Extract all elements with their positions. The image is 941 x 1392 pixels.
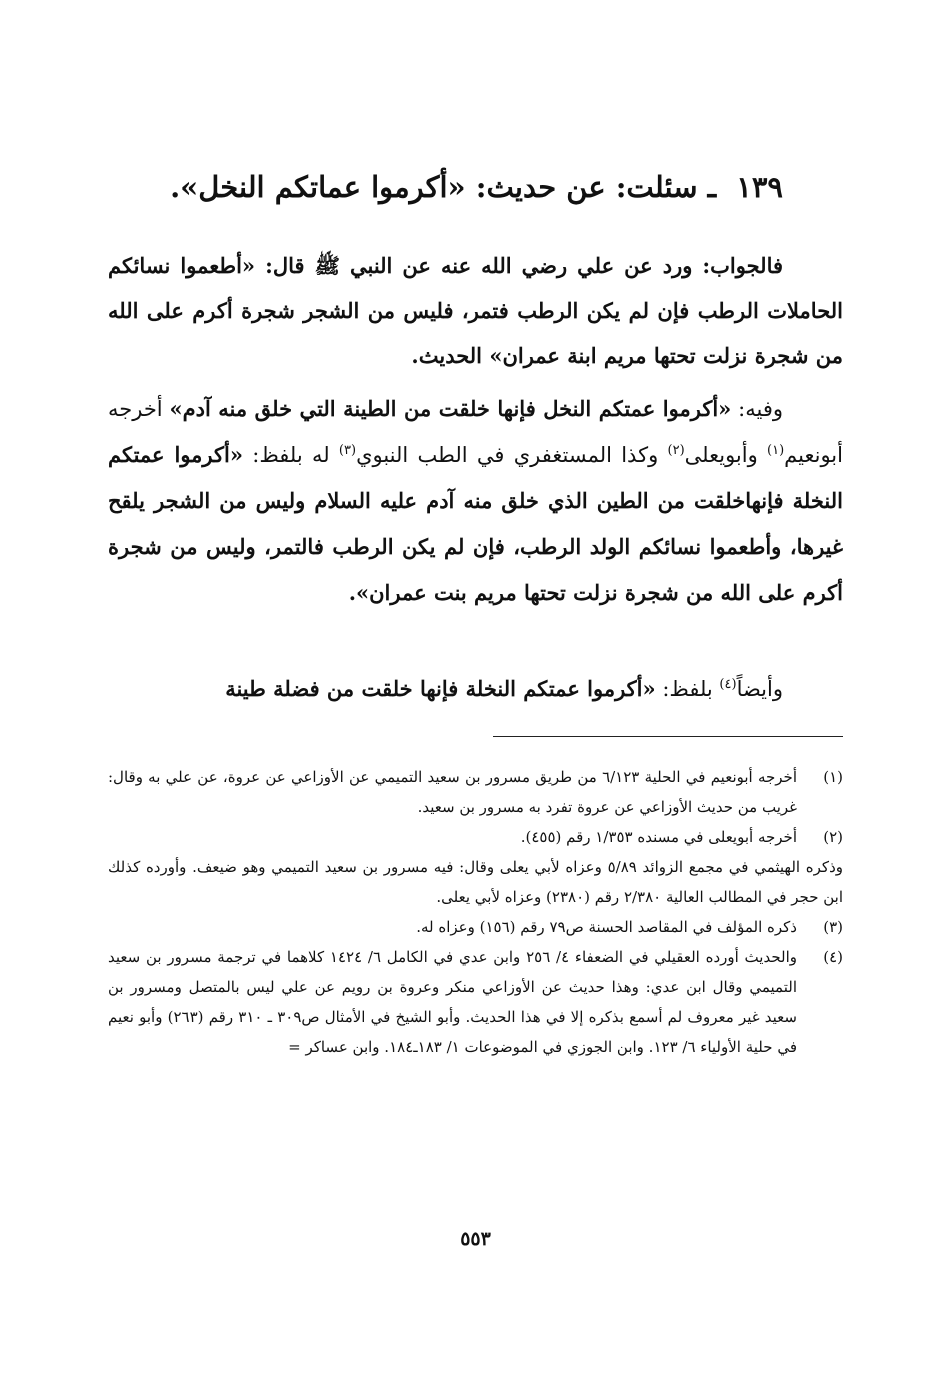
footnote-ref-4[interactable]: (٤) xyxy=(719,677,737,692)
p2-text-d: وأبويعلى xyxy=(684,443,768,467)
answer-text: ورد عن علي رضي الله عنه عن النبي ﷺ قال: «أطعموا نسائكم الحاملات الرطب فإن لم يكن الرطب فتمر، فليس من الشجر شجرة أكرم على الله من شجرة نزلت تحتها مريم ابنة عمران» الحديث. xyxy=(108,253,843,368)
footnote-ref-2[interactable]: (٢) xyxy=(667,443,685,458)
footnote-2 xyxy=(108,822,843,852)
p3-text-b: بلفظ: xyxy=(655,677,720,701)
footnote-4 xyxy=(108,942,843,1062)
footnote-text: أخرجه أبويعلى في مسنده ١/٣٥٣ رقم (٤٥٥). xyxy=(520,828,797,846)
p2-quote-2: «أكرموا عمتكم النخلة فإنهاخلقت من الطين الذي خلق منه آدم عليه السلام وليس من الشجر يلقح غيرها، وأطعموا نسائكم الولد الرطب، فإن لم يكن الرطب فالتمر، وليس من شجرة أكرم على الله من شجرة نزلت تحتها مريم بنت عمران». xyxy=(108,442,843,605)
paragraph-3 xyxy=(108,666,843,712)
p2-text-e: وكذا المستغفري في الطب النبوي xyxy=(356,443,668,467)
question-heading xyxy=(168,170,783,204)
footnote-2-continuation: وذكره الهيثمي في مجمع الزوائد ٥/٨٩ وعزاه لأبي يعلى وقال: فيه مسرور بن سعيد التميمي وهو ضيعف. وأورده كذلك ابن حجر في المطالب العالية ٢/٣٨٠ رقم (٢٣٨٠) وعزاه لأبي يعلى. xyxy=(108,858,843,906)
footnote-1 xyxy=(108,762,843,822)
p2-text-f: له بلفظ: xyxy=(242,443,339,467)
footnote-number: (٤) xyxy=(823,948,843,966)
footnote-number: (٣) xyxy=(823,918,843,936)
answer-label: فالجواب: xyxy=(702,253,784,278)
paragraph-2 xyxy=(108,386,843,616)
book-page xyxy=(108,0,843,1392)
footnote-text: ذكره المؤلف في المقاصد الحسنة ص٧٩ رقم (١٥٦) وعزاه له. xyxy=(416,918,797,936)
p2-intro: وفيه: xyxy=(731,397,783,421)
footnote-ref-3[interactable]: (٣) xyxy=(338,443,357,458)
footnotes xyxy=(108,762,843,1062)
p2-quote-1: «أكرموا عمتكم النخل فإنها خلقت من الطينة التي خلق منه آدم» xyxy=(169,396,732,421)
p2-text-c: أخرجه أبونعيم xyxy=(108,397,843,467)
p3-text-a: وأيضاً xyxy=(736,677,783,701)
page-number: ٥٥٣ xyxy=(460,1228,491,1250)
question-text: ـ سئلت: عن حديث: «أكرموا عماتكم النخل». xyxy=(170,170,717,204)
p3-quote: «أكرموا عمتكم النخلة فإنها خلقت من فضلة طينة xyxy=(225,676,656,701)
footnote-number: (١) xyxy=(823,768,843,786)
footnote-text: أخرجه أبونعيم في الحلية ٦/١٢٣ من طريق مسرور بن سعيد التميمي عن الأوزاعي عن عروة، عن علي به وقال: غريب من حديث الأوزاعي عن عروة تفرد به مسرور بن سعيد. xyxy=(108,768,797,816)
question-number: ١٣٩ xyxy=(736,170,783,204)
footnote-number: (٢) xyxy=(823,828,843,846)
footnote-ref-1[interactable]: (١) xyxy=(767,443,785,458)
footnote-3 xyxy=(108,912,843,942)
footnote-text: والحديث أورده العقيلي في الضعفاء ٤/ ٢٥٦ وابن عدي في الكامل ٦/ ١٤٢٤ كلاهما في ترجمة مسرور بن سعيد التميمي وقال ابن عدي: وهذا حديث عن الأوزاعي منكر وعروة بن رويم عن علي ليس بالمتصل ومسرور بن سعيد غير معروف لم أسمع بذكره إلا في هذا الحديث. وأبو الشيخ في الأمثال ص٣٠٩ ـ ٣١٠ رقم (٢٦٣) وأبو نعيم في حلية الأولياء ٦/ ١٢٣. وابن الجوزي في الموضوعات ١/ ١٨٣ـ١٨٤. وابن عساكر = xyxy=(108,948,798,1056)
footnote-divider xyxy=(493,736,843,737)
answer-paragraph xyxy=(108,243,843,378)
